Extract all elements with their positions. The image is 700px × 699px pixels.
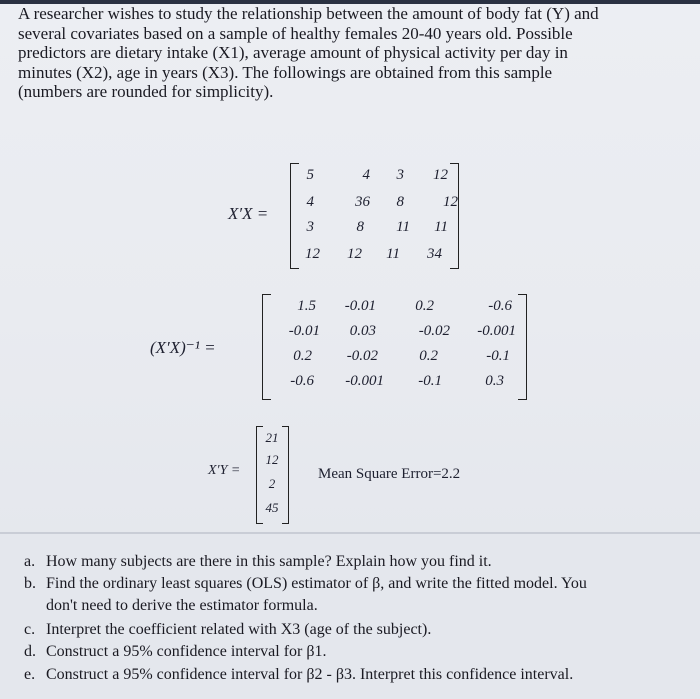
- xtx-cell: 12: [305, 246, 320, 262]
- intro-line: A researcher wishes to study the relationship between the amount of body fat (Y) and: [18, 4, 599, 23]
- xty-cell: 45: [265, 500, 279, 515]
- question-text: Find the ordinary least squares (OLS) estimator of β, and write the fitted model. You: [46, 575, 587, 592]
- xtx-cell: 36: [355, 194, 370, 210]
- xtx-inverse-cell: -0.001: [345, 373, 384, 389]
- xtx-inverse-cell: -0.01: [288, 323, 320, 339]
- xtx-inverse-cell: 0.2: [419, 348, 438, 364]
- xty-cell: 12: [265, 452, 279, 467]
- xtx-cell: 3: [396, 167, 404, 183]
- xtx-inverse-cell: 0.2: [415, 298, 434, 314]
- question-letter: d.: [24, 643, 36, 660]
- xtx-cell: 5: [306, 167, 314, 183]
- xtx-inverse-cell: -0.6: [290, 373, 314, 389]
- xtx-inverse-cell: 0.03: [349, 323, 376, 339]
- xtx-inverse-cell: -0.1: [418, 373, 442, 389]
- xtx-inverse-cell: -0.02: [418, 323, 450, 339]
- question-list: [0, 534, 700, 699]
- question-a: [24, 552, 492, 571]
- question-text: Construct a 95% confidence interval for β2 - β3. Interpret this confidence interval.: [46, 666, 574, 683]
- xtx-cell: 12: [347, 246, 362, 262]
- question-letter: a.: [24, 553, 36, 570]
- problem-intro: [18, 4, 668, 102]
- xtx-cell: 3: [306, 219, 314, 235]
- xtx-inverse-cell: -0.01: [344, 298, 376, 314]
- question-text: Interpret the coefficient related with X3 (age of the subject).: [46, 621, 432, 638]
- xtx-cell: 11: [396, 219, 410, 235]
- xtx-inverse-cell: 1.5: [297, 298, 316, 314]
- intro-line: several covariates based on a sample of healthy females 20-40 years old. Possible: [18, 23, 573, 43]
- question-b: [24, 574, 587, 593]
- intro-line: predictors are dietary intake (X1), average amount of physical activity per day in: [18, 43, 568, 62]
- xtx-cell: 8: [356, 219, 364, 235]
- xtx-cell: 12: [433, 167, 448, 183]
- xty-cell: 2: [268, 476, 276, 491]
- xty-label: X′Y =: [208, 463, 241, 478]
- intro-line: (numbers are rounded for simplicity).: [18, 82, 274, 101]
- question-text: Construct a 95% confidence interval for β1.: [46, 643, 327, 660]
- xtx-cell: 11: [386, 246, 400, 262]
- xtx-cell: 4: [306, 194, 314, 210]
- xtx-cell: 4: [362, 167, 370, 183]
- xtx-inverse-cell: 0.3: [485, 373, 504, 389]
- intro-line: minutes (X2), age in years (X3). The followings are obtained from this sample: [18, 62, 553, 82]
- question-letter: b.: [24, 575, 36, 592]
- question-d: [24, 642, 327, 661]
- question-letter: e.: [24, 666, 36, 683]
- xtx-inverse-cell: -0.001: [477, 323, 516, 339]
- xtx-inverse-cell: -0.1: [486, 348, 510, 364]
- xtx-cell: 11: [434, 219, 448, 235]
- xtx-inverse-label: (X′X)⁻¹ =: [150, 338, 216, 357]
- xty-cell: 21: [265, 430, 279, 445]
- question-letter: c.: [24, 621, 36, 638]
- xtx-right-bracket: [450, 163, 459, 269]
- xtx-label: X′X =: [228, 204, 269, 223]
- xtx-inverse-cell: -0.02: [346, 348, 378, 364]
- question-b-continued: don't need to derive the estimator formula.: [46, 597, 318, 614]
- xtx-cell: 8: [396, 194, 404, 210]
- xtx-inverse-cell: 0.2: [293, 348, 312, 364]
- question-text: How many subjects are there in this sample? Explain how you find it.: [46, 553, 492, 570]
- xtx-inverse-right-bracket: [518, 294, 527, 400]
- mean-square-error: Mean Square Error=2.2: [318, 466, 461, 482]
- question-c: [24, 620, 431, 639]
- xtx-cell: 34: [427, 246, 442, 262]
- question-e: [24, 665, 573, 684]
- xtx-cell: 12: [443, 194, 458, 210]
- xtx-inverse-cell: -0.6: [488, 298, 512, 314]
